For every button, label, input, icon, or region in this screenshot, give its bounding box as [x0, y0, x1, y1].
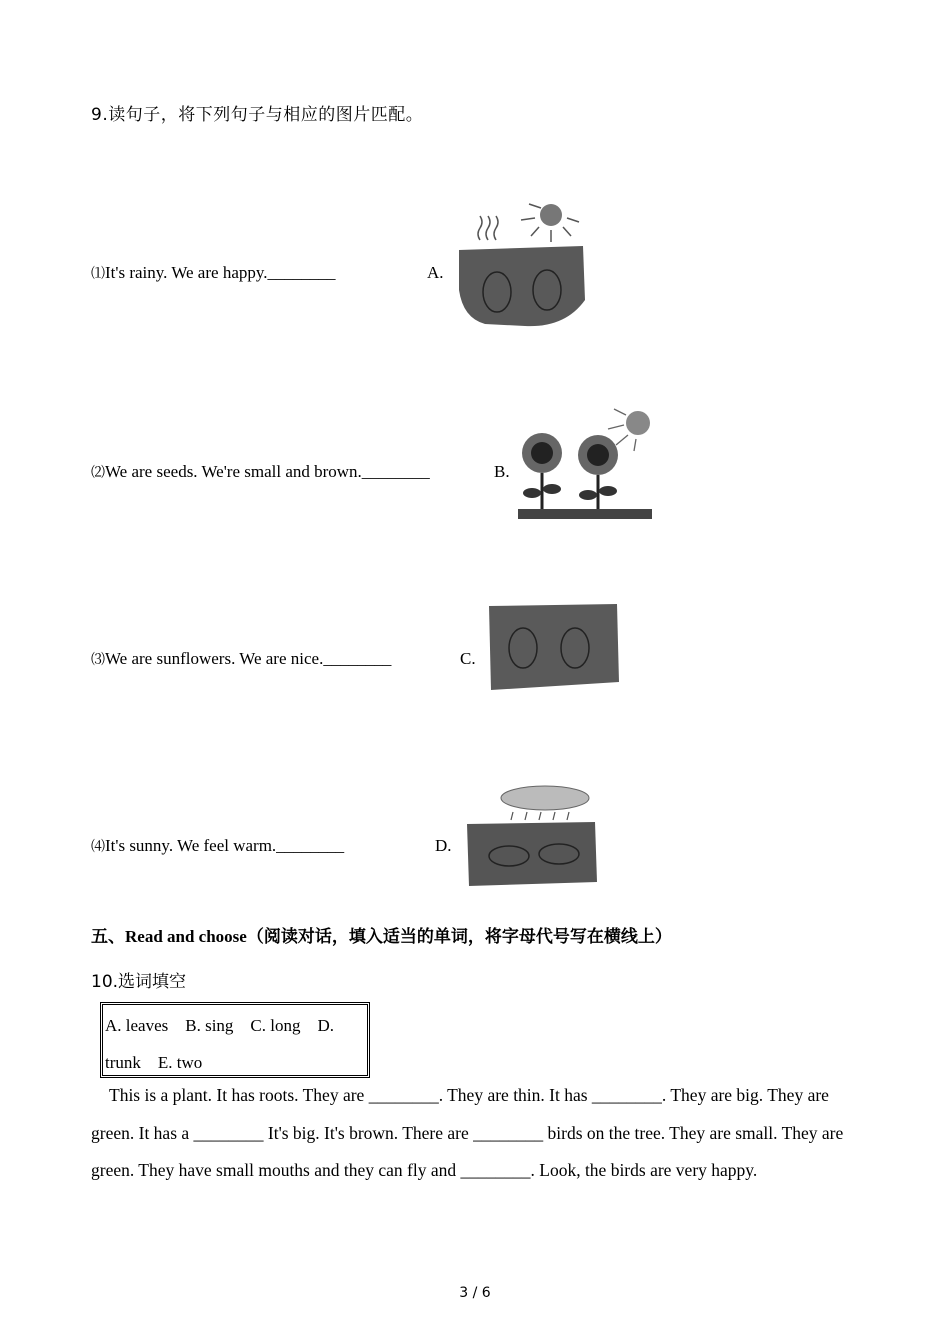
word-box-line-2: trunk E. two	[105, 1053, 203, 1072]
section-5-heading: 五、Read and choose（阅读对话，填入适当的单词，将字母代号写在横线上）	[91, 927, 672, 946]
word-box	[100, 1002, 370, 1078]
match-item-4	[91, 836, 344, 856]
item-number: ⑷	[91, 840, 105, 855]
match-item-3	[91, 649, 391, 669]
option-letter-a: A.	[427, 263, 444, 282]
item-text: It's rainy. We are happy.________	[105, 263, 336, 282]
seeds-in-soil-image	[485, 600, 621, 692]
sun-soil-seeds-image	[455, 200, 590, 328]
paragraph-text: This is a plant. It has roots. They are ________. They are thin. It has ________. They are big. They are green. It has a ________ It's big. It's brown. There are ________ birds on the tree. They are small. They are green. They have small mouths and they can fly and ________. Look, the birds are very happy.	[91, 1085, 844, 1180]
page-number: 3 / 6	[459, 1285, 491, 1301]
option-letter-d: D.	[435, 836, 452, 855]
sunflowers-image	[516, 405, 656, 525]
item-number: ⑴	[91, 267, 105, 282]
reading-paragraph	[91, 1077, 861, 1190]
question-10-title: 10.选词填空	[91, 972, 187, 992]
match-item-1	[91, 263, 336, 283]
item-number: ⑶	[91, 653, 105, 668]
item-number: ⑵	[91, 466, 105, 481]
item-text: It's sunny. We feel warm.________	[105, 836, 345, 855]
option-letter-b: B.	[494, 462, 510, 481]
item-text: We are seeds. We're small and brown.________	[105, 462, 430, 481]
rain-soil-seeds-image	[463, 784, 599, 888]
item-text: We are sunflowers. We are nice.________	[105, 649, 392, 668]
match-item-2	[91, 462, 430, 482]
word-box-line-1: A. leaves B. sing C. long D.	[105, 1016, 335, 1035]
option-letter-c: C.	[460, 649, 476, 668]
question-9-title: 9.读句子，将下列句子与相应的图片匹配。	[91, 105, 424, 125]
